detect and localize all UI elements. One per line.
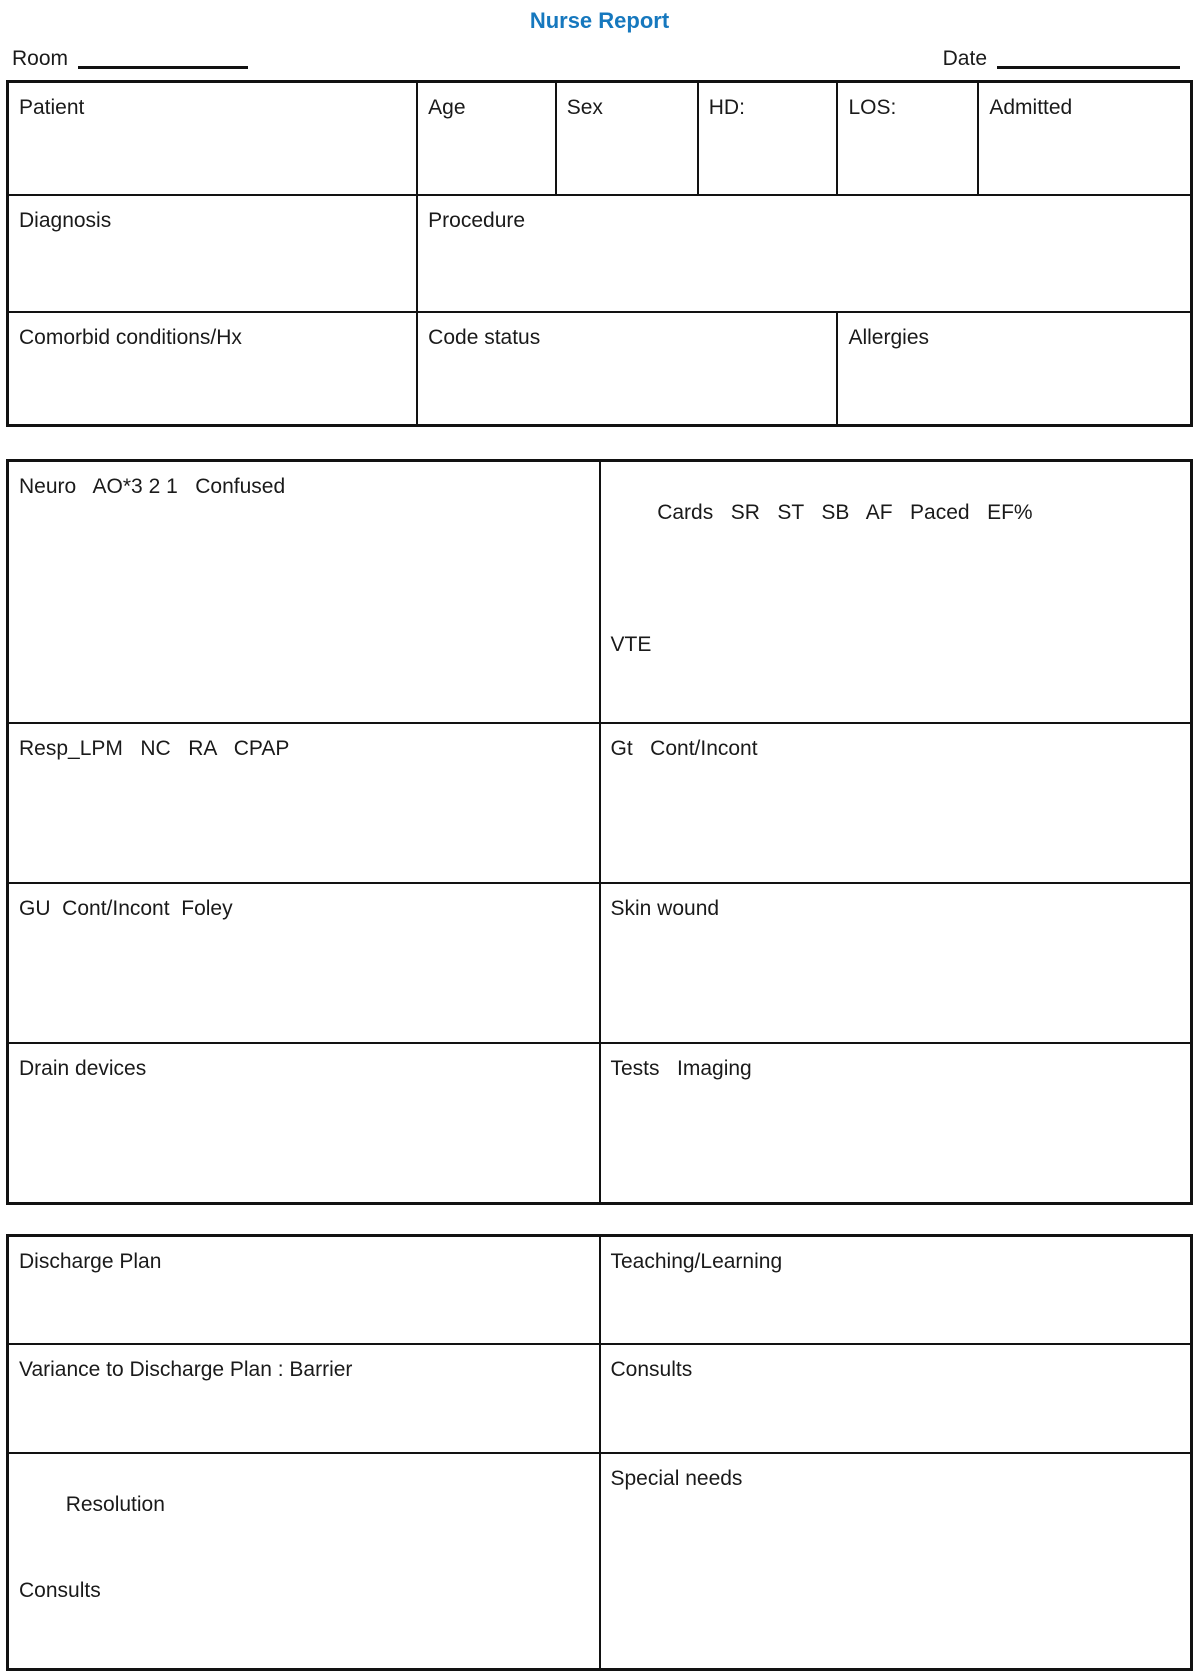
sex-label: Sex [567,96,603,119]
skin-wound-label: Skin wound [611,897,720,920]
cards-cell [600,461,1192,724]
resp-label: Resp_LPM NC RA CPAP [19,737,289,760]
resolution-cell [8,1453,600,1670]
diagnosis-cell [8,195,418,312]
topbar [6,46,1193,72]
room-blank-line [78,47,248,69]
patient-info-table [6,80,1193,427]
resp-cell [8,723,600,883]
hd-cell [698,82,838,195]
procedure-cell [417,195,1191,312]
age-cell [417,82,556,195]
neuro-label: Neuro AO*3 2 1 Confused [19,475,285,498]
gt-cell [600,723,1192,883]
discharge-planning-table [6,1234,1193,1671]
sex-cell [556,82,698,195]
los-cell [837,82,978,195]
date-field [943,46,1180,72]
tests-imaging-cell [600,1043,1192,1203]
code-status-cell [417,312,837,426]
comorbid-conditions-cell [8,312,418,426]
teaching-learning-label: Teaching/Learning [611,1250,783,1273]
date-label: Date [943,47,987,70]
admitted-label: Admitted [989,96,1072,119]
patient-cell [8,82,418,195]
resolution-label: Resolution [66,1493,165,1516]
procedure-label: Procedure [428,209,525,232]
admitted-cell [978,82,1191,195]
room-label: Room [12,47,68,70]
gt-label: Gt Cont/Incont [611,737,758,760]
variance-barrier-label: Variance to Discharge Plan : Barrier [19,1358,352,1381]
discharge-plan-cell [8,1235,600,1344]
resolution-consults-label: Consults [19,1578,589,1604]
special-needs-label: Special needs [611,1467,743,1490]
room-field [12,46,248,72]
allergies-cell [837,312,1191,426]
hd-label: HD: [709,96,745,119]
consults-label: Consults [611,1358,693,1381]
consults-cell [600,1344,1192,1453]
date-blank-line [997,47,1180,69]
neuro-cell [8,461,600,724]
skin-wound-cell [600,883,1192,1043]
discharge-plan-label: Discharge Plan [19,1250,161,1273]
comorbid-conditions-label: Comorbid conditions/Hx [19,326,242,349]
page-title: Nurse Report [6,8,1193,34]
code-status-label: Code status [428,326,540,349]
special-needs-cell [600,1453,1192,1670]
nurse-report-form [0,8,1199,1671]
systems-assessment-table [6,459,1193,1205]
allergies-label: Allergies [848,326,929,349]
teaching-learning-cell [600,1235,1192,1344]
cards-label: Cards SR ST SB AF Paced EF% [657,501,1032,524]
tests-imaging-label: Tests Imaging [611,1057,752,1080]
drain-devices-cell [8,1043,600,1203]
drain-devices-label: Drain devices [19,1057,146,1080]
age-label: Age [428,96,465,119]
variance-barrier-cell [8,1344,600,1453]
gu-label: GU Cont/Incont Foley [19,897,233,920]
gu-cell [8,883,600,1043]
vte-label: VTE [611,632,1181,658]
diagnosis-label: Diagnosis [19,209,111,232]
los-label: LOS: [848,96,896,119]
patient-label: Patient [19,96,84,119]
